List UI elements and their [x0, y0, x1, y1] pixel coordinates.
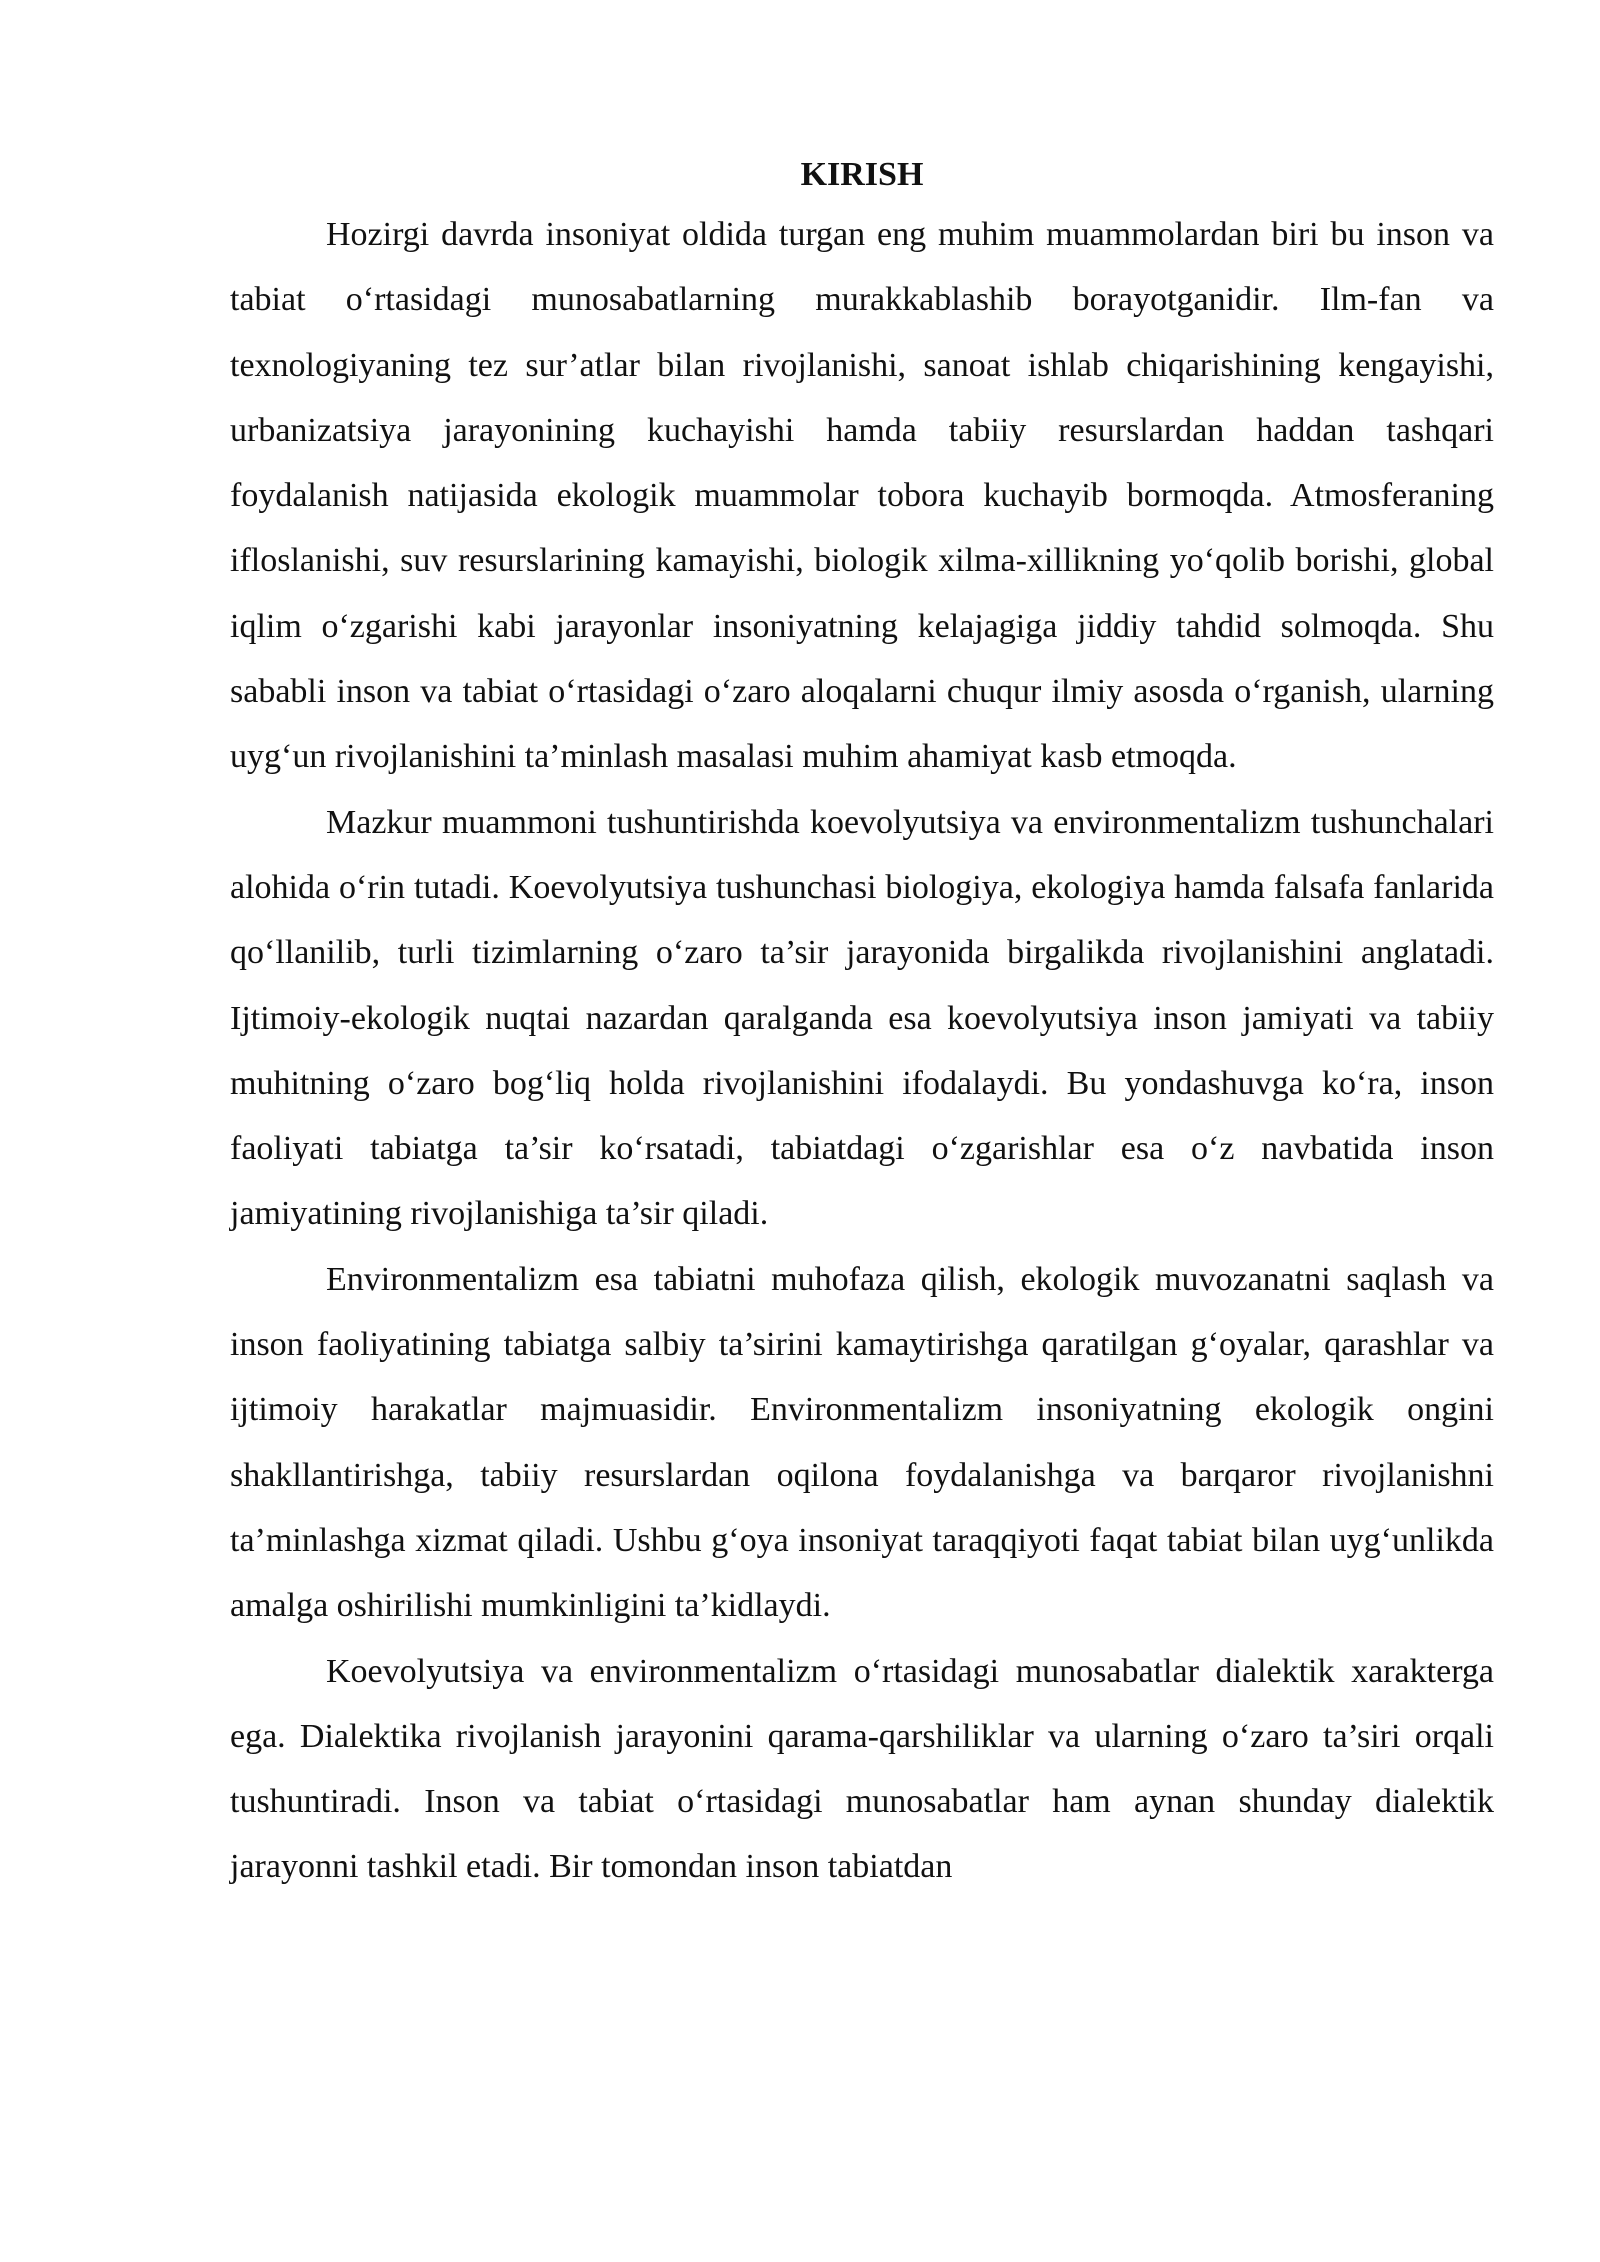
paragraph-1: Hozirgi davrda insoniyat oldida turgan eng muhim muammolardan biri bu inson va tabiat o‘rtasidagi munosabatlarning murakkablashib borayotganidir. Ilm-fan va texnologiyaning tez sur’atlar bilan rivojlanishi, sanoat ishlab chiqarishining kengayishi, urbanizatsiya jarayonining kuchayishi hamda tabiiy resurslardan haddan tashqari foydalanish natijasida ekologik muammolar tobora kuchayib bormoqda. Atmosferaning ifloslanishi, suv resurslarining kamayishi, biologik xilma-xillikning yo‘qolib borishi, global iqlim o‘zgarishi kabi jarayonlar insoniyatning kelajagiga jiddiy tahdid solmoqda. Shu sababli inson va tabiat o‘rtasidagi o‘zaro aloqalarni chuqur ilmiy asosda o‘rganish, ularning uyg‘un rivojlanishini ta’minlash masalasi muhim ahamiyat kasb etmoqda. — [230, 216, 1494, 776]
page-title: KIRISH — [800, 156, 924, 193]
document-body — [230, 148, 1494, 1900]
paragraph-2: Mazkur muammoni tushuntirishda koevolyutsiya va environmentalizm tushunchalari alohida o‘rin tutadi. Koevolyutsiya tushunchasi biologiya, ekologiya hamda falsafa fanlarida qo‘llanilib, turli tizimlarning o‘zaro ta’sir jarayonida birgalikda rivojlanishini anglatadi. Ijtimoiy-ekologik nuqtai nazardan qaralganda esa koevolyutsiya inson jamiyati va tabiiy muhitning o‘zaro bog‘liq holda rivojlanishini ifodalaydi. Bu yondashuvga ko‘ra, inson faoliyati tabiatga ta’sir ko‘rsatadi, tabiatdagi o‘zgarishlar esa o‘z navbatida inson jamiyatining rivojlanishiga ta’sir qiladi. — [230, 803, 1494, 1233]
paragraph-4: Koevolyutsiya va environmentalizm o‘rtasidagi munosabatlar dialektik xarakterga ega. Dialektika rivojlanish jarayonini qarama-qarshiliklar va ularning o‘zaro ta’siri orqali tushuntiradi. Inson va tabiat o‘rtasidagi munosabatlar ham aynan shunday dialektik jarayonni tashkil etadi. Bir tomondan inson tabiatdan — [230, 1652, 1494, 1886]
paragraph-3: Environmentalizm esa tabiatni muhofaza qilish, ekologik muvozanatni saqlash va inson faoliyatining tabiatga salbiy ta’sirini kamaytirishga qaratilgan g‘oyalar, qarashlar va ijtimoiy harakatlar majmuasidir. Environmentalizm insoniyatning ekologik ongini shakllantirishga, tabiiy resurslardan oqilona foydalanishga va barqaror rivojlanishni ta’minlashga xizmat qiladi. Ushbu g‘oya insoniyat taraqqiyoti faqat tabiat bilan uyg‘unlikda amalga oshirilishi mumkinligini ta’kidlaydi. — [230, 1260, 1494, 1625]
